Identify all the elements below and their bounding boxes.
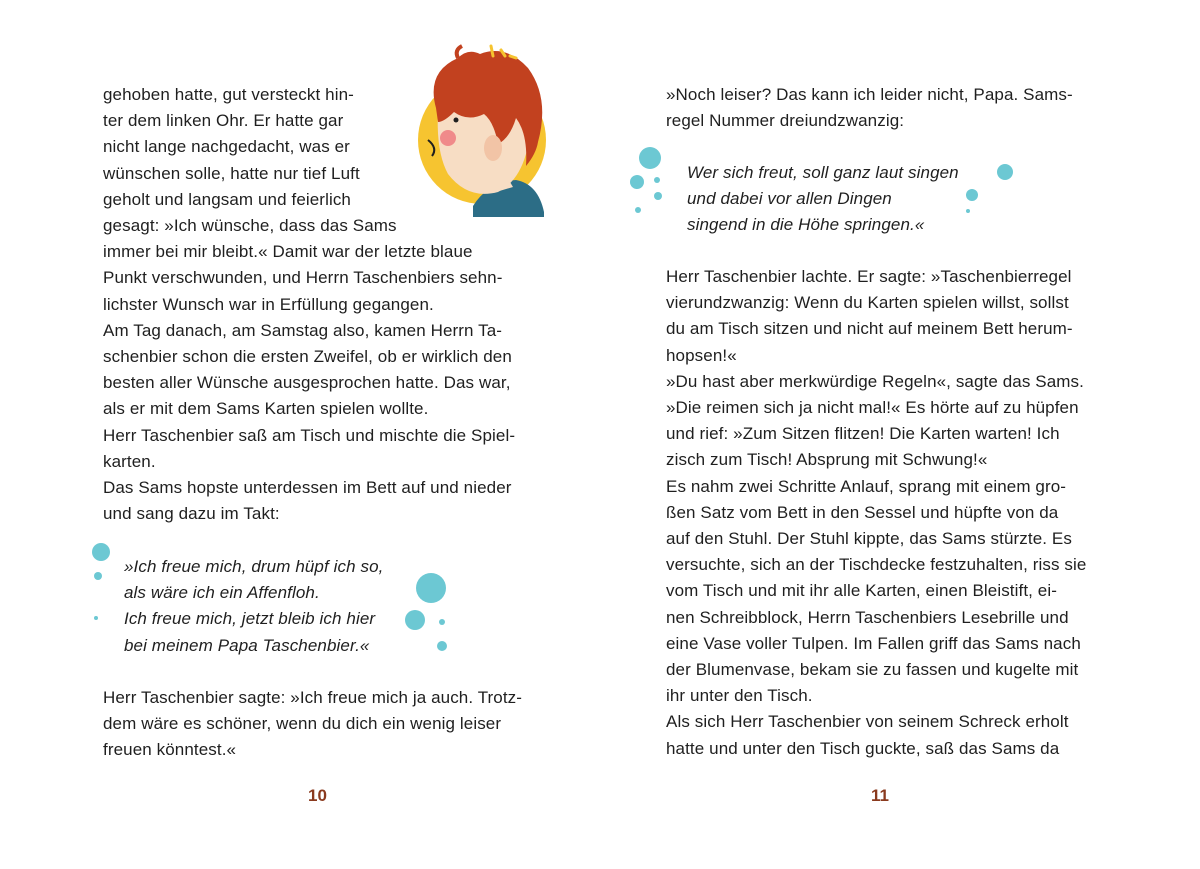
text-line: geholt und langsam und feierlich bbox=[103, 189, 351, 209]
text-line: Das Sams hopste unterdessen im Bett auf und nieder bbox=[103, 478, 512, 497]
text-line: »Die reimen sich ja nicht mal!« Es hörte auf zu hüpfen bbox=[666, 398, 1079, 417]
page-number: 11 bbox=[871, 786, 889, 805]
paint-dots-icon bbox=[956, 160, 1016, 220]
paint-dots-icon bbox=[400, 570, 460, 660]
verse-line: Wer sich freut, soll ganz laut singen bbox=[687, 163, 959, 182]
text-line: Herr Taschenbier sagte: »Ich freue mich ja auch. Trotz- bbox=[103, 688, 523, 707]
text-line: du am Tisch sitzen und nicht auf meinem Bett herum- bbox=[666, 319, 1073, 339]
verse-line: singend in die Höhe springen.« bbox=[687, 215, 925, 235]
text-line: Punkt verschwunden, und Herrn Taschenbiers sehn- bbox=[103, 268, 503, 288]
text-line: zisch zum Tisch! Absprung mit Schwung!« bbox=[666, 450, 988, 470]
text-line: vom Tisch und mit ihr alle Karten, einen Bleistift, ei- bbox=[666, 581, 1057, 601]
text-line: regel Nummer dreiundzwanzig: bbox=[666, 111, 905, 131]
text-line: hatte und unter den Tisch guckte, saß das Sams da bbox=[666, 738, 1060, 758]
page-number: 10 bbox=[308, 786, 327, 805]
paint-dots-icon bbox=[626, 142, 676, 222]
text-line: lichster Wunsch war in Erfüllung gegangen. bbox=[103, 294, 434, 314]
text-line: und sang dazu im Takt: bbox=[103, 504, 280, 524]
text-line: Es nahm zwei Schritte Anlauf, sprang mit einem gro- bbox=[666, 476, 1067, 496]
text-line: Als sich Herr Taschenbier von seinem Schreck erholt bbox=[666, 712, 1069, 732]
text-line: Herr Taschenbier lachte. Er sagte: »Taschenbierregel bbox=[666, 267, 1072, 286]
text-line: wünschen solle, hatte nur tief Luft bbox=[103, 163, 360, 183]
text-line: Herr Taschenbier saß am Tisch und mischte die Spiel- bbox=[103, 425, 516, 445]
text-line: ihr unter den Tisch. bbox=[666, 686, 813, 706]
verse-line: Ich freue mich, jetzt bleib ich hier bbox=[124, 609, 376, 629]
text-line: ßen Satz vom Bett in den Sessel und hüpfte von da bbox=[666, 502, 1059, 522]
text-line: immer bei mir bleibt.« Damit war der letzte blaue bbox=[103, 242, 473, 262]
text-line: besten aller Wünsche ausgesprochen hatte. Das war, bbox=[103, 373, 511, 393]
text-line: »Du hast aber merkwürdige Regeln«, sagte das Sams. bbox=[666, 371, 1084, 391]
verse-line: und dabei vor allen Dingen bbox=[687, 189, 892, 209]
text-line: »Noch leiser? Das kann ich leider nicht, Papa. Sams- bbox=[666, 85, 1073, 104]
verse-line: bei meinem Papa Taschenbier.« bbox=[124, 635, 370, 655]
text-line: als er mit dem Sams Karten spielen wollte. bbox=[103, 399, 429, 419]
text-line: nicht lange nachgedacht, was er bbox=[103, 137, 350, 157]
text-line: schenbier schon die ersten Zweifel, ob er wirklich den bbox=[103, 347, 512, 366]
text-line: vierundzwanzig: Wenn du Karten spielen willst, sollst bbox=[666, 293, 1069, 313]
text-line: eine Vase voller Tulpen. Im Fallen griff das Sams nach bbox=[666, 633, 1081, 653]
text-line: der Blumenvase, bekam sie zu fassen und kugelte mit bbox=[666, 660, 1079, 679]
text-line: versuchte, sich an der Tischdecke festzuhalten, riss sie bbox=[666, 555, 1087, 575]
text-line: nen Schreibblock, Herrn Taschenbiers Lesebrille und bbox=[666, 607, 1069, 627]
text-line: karten. bbox=[103, 451, 156, 471]
text-line: auf den Stuhl. Der Stuhl kippte, das Sams stürzte. Es bbox=[666, 529, 1072, 548]
text-line: dem wäre es schöner, wenn du dich ein wenig leiser bbox=[103, 714, 502, 734]
verse-line: als wäre ich ein Affenfloh. bbox=[124, 583, 320, 603]
text-line: gesagt: »Ich wünsche, dass das Sams bbox=[103, 216, 397, 235]
verse-line: »Ich freue mich, drum hüpf ich so, bbox=[124, 557, 384, 576]
text-line: freuen könntest.« bbox=[103, 740, 237, 760]
text-line: und rief: »Zum Sitzen flitzen! Die Karten warten! Ich bbox=[666, 424, 1060, 444]
boy-portrait-icon bbox=[398, 42, 548, 217]
paint-dots-icon bbox=[86, 540, 116, 630]
text-line: Am Tag danach, am Samstag also, kamen Herrn Ta- bbox=[103, 320, 503, 340]
text-line: gehoben hatte, gut versteckt hin- bbox=[103, 85, 354, 104]
text-line: ter dem linken Ohr. Er hatte gar bbox=[103, 111, 344, 131]
right-page bbox=[600, 0, 1200, 869]
text-line: hopsen!« bbox=[666, 345, 737, 365]
